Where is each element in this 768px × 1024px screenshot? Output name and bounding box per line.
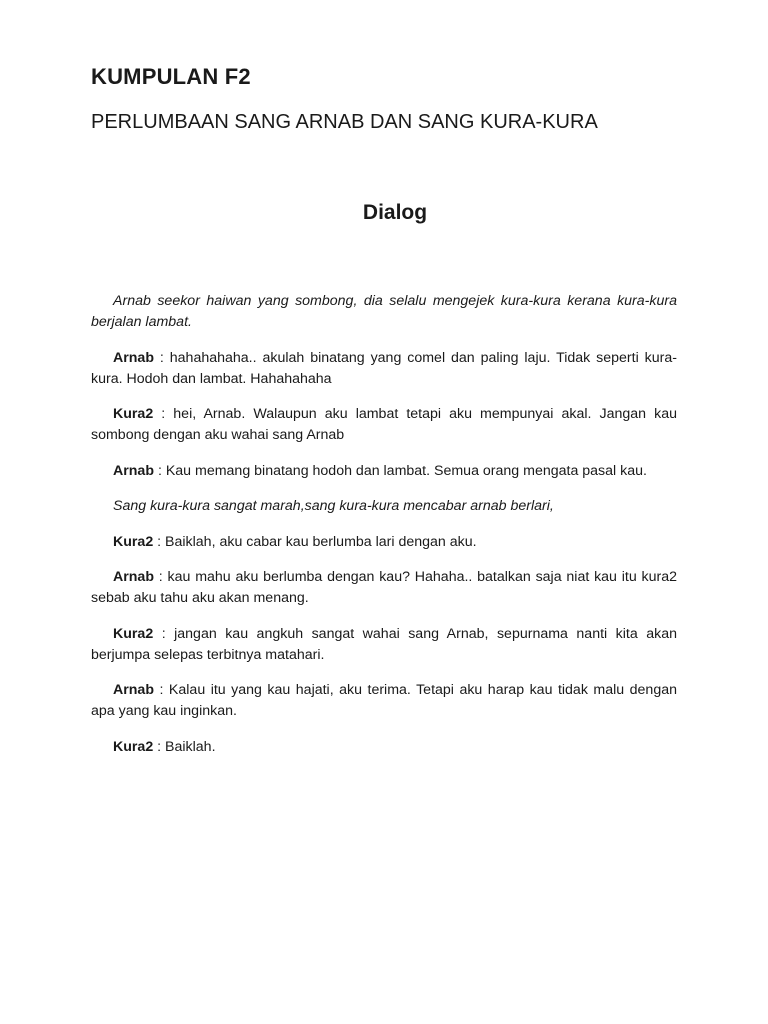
group-title: KUMPULAN F2 [91,64,251,89]
speaker-name: Kura2 [113,738,154,755]
dialogue-line [91,532,677,553]
dialogue-text: : Kalau itu yang kau hajati, aku terima. Tetapi aku harap kau tidak malu dengan apa yang kau inginkan. [91,682,677,719]
speaker-name: Kura2 [113,533,154,550]
dialogue-line [91,404,677,446]
narration-text: Arnab seekor haiwan yang sombong, dia selalu mengejek kura-kura kerana kura-kura berjalan lambat. [91,293,677,330]
dialogue-line [91,737,677,758]
dialogue-line [91,567,677,609]
dialogue-line [91,624,677,666]
speaker-name: Arnab [113,682,154,698]
narration-text: Sang kura-kura sangat marah,sang kura-kura mencabar arnab berlari, [113,498,554,514]
dialogue-text: : hei, Arnab. Walaupun aku lambat tetapi aku mempunyai akal. Jangan kau sombong dengan aku wahai sang Arnab [91,406,677,443]
story-title: PERLUMBAAN SANG ARNAB DAN SANG KURA-KURA [91,111,598,133]
speaker-name: Arnab [113,462,154,479]
dialogue-text: : Kau memang binatang hodoh dan lambat. Semua orang mengata pasal kau. [154,462,647,479]
dialogue-line [91,348,677,390]
dialogue-text: : Baiklah. [153,738,216,755]
speaker-name: Arnab [113,569,154,585]
dialog-body [91,291,677,772]
dialogue-text: : kau mahu aku berlumba dengan kau? Hahaha.. batalkan saja niat kau itu kura2 sebab aku tahu aku akan menang. [91,569,677,606]
speaker-name: Arnab [113,349,154,366]
dialogue-text: : hahahahaha.. akulah binatang yang comel dan paling laju. Tidak seperti kura-kura. Hodoh dan lambat. Hahahahaha [91,349,677,387]
narration-paragraph [91,291,677,333]
speaker-name: Kura2 [113,406,154,422]
section-title: Dialog [362,201,428,224]
dialogue-text: : Baiklah, aku cabar kau berlumba lari dengan aku. [153,533,477,550]
dialogue-text: : jangan kau angkuh sangat wahai sang Arnab, sepurnama nanti kita akan berjumpa selepas terbitnya matahari. [91,625,677,663]
narration-paragraph [91,496,677,517]
dialogue-line [91,461,677,482]
speaker-name: Kura2 [113,625,154,642]
dialogue-line [91,680,677,722]
